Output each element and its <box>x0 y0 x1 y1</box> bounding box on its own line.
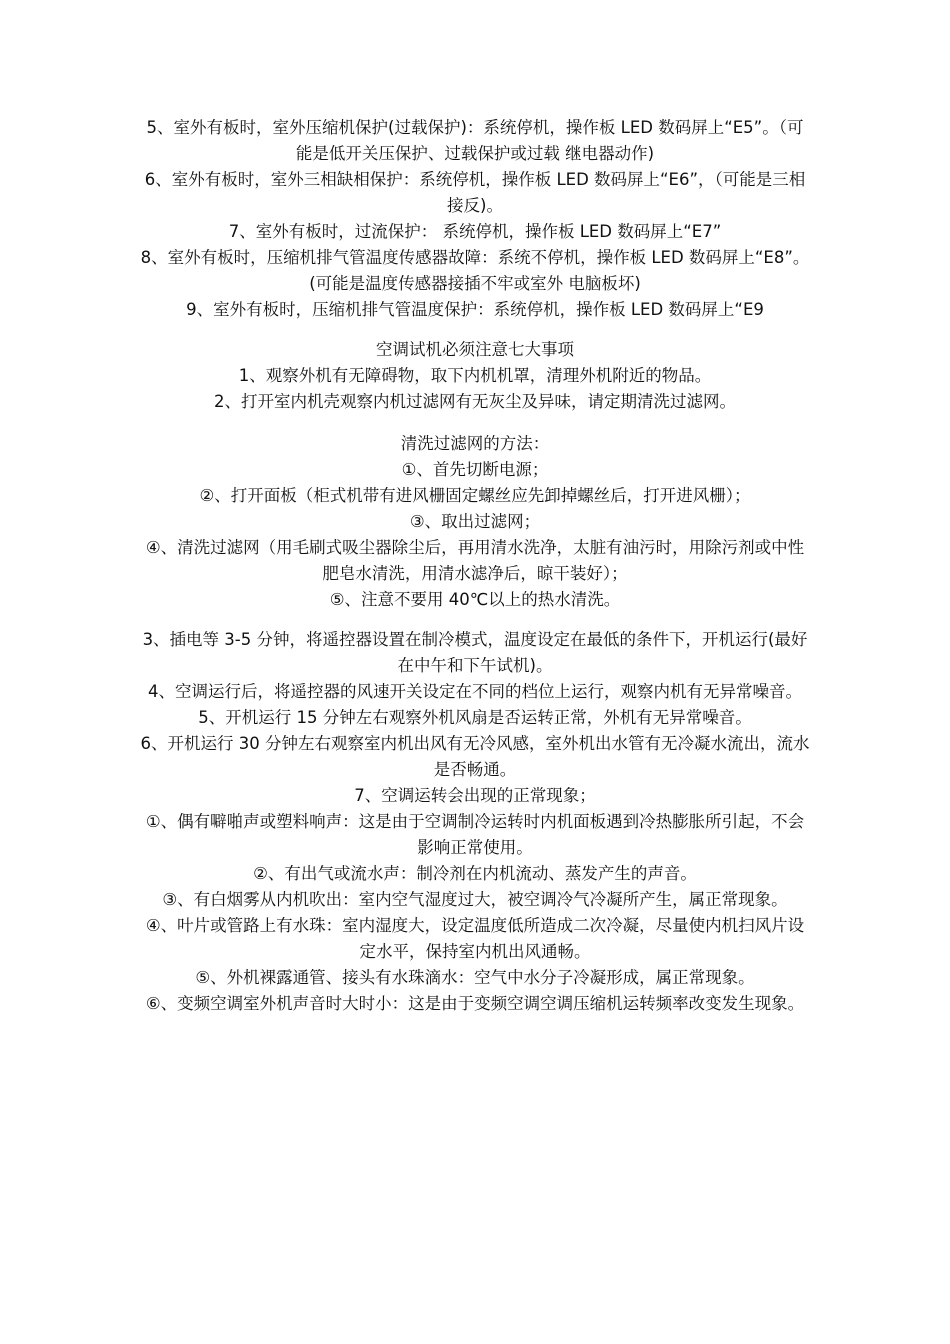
normal-phenomenon-3: ③、有白烟雾从内机吹出：室内空气湿度过大，被空调冷气冷凝所产生，属正常现象。 <box>162 890 788 909</box>
note-item-2: 2、打开室内机壳观察内机过滤网有无灰尘及异味，请定期清洗过滤网。 <box>214 392 736 411</box>
error-e5-paragraph: 5、室外有板时，室外压缩机保护(过载保护)：系统停机，操作板 LED 数码屏上“E5”。（可能是低开关压保护、过载保护或过载 继电器动作) <box>146 118 804 163</box>
normal-phenomenon-6: ⑥、变频空调室外机声音时大时小：这是由于变频空调空调压缩机运转频率改变发生现象。 <box>145 994 805 1013</box>
filter-step-1: ①、首先切断电源； <box>401 460 549 479</box>
note-item-6: 6、开机运行 30 分钟左右观察室内机出风有无冷风感，室外机出水管有无冷凝水流出，流水是否畅通。 <box>140 734 810 779</box>
error-e7-paragraph: 7、室外有板时，过流保护： 系统停机，操作板 LED 数码屏上“E7” <box>228 222 722 241</box>
error-e8-paragraph: 8、室外有板时，压缩机排气管温度传感器故障：系统不停机，操作板 LED 数码屏上“E8”。 <box>140 248 810 267</box>
filter-step-3: ③、取出过滤网； <box>409 512 541 531</box>
error-e8-note: (可能是温度传感器接插不牢或室外 电脑板坏) <box>309 274 641 293</box>
normal-phenomenon-2: ②、有出气或流水声：制冷剂在内机流动、蒸发产生的声音。 <box>253 864 697 883</box>
filter-method-heading: 清洗过滤网的方法： <box>400 434 550 453</box>
document-page <box>140 115 810 1017</box>
notes-heading: 空调试机必须注意七大事项 <box>376 340 574 359</box>
normal-phenomenon-1: ①、偶有噼啪声或塑料响声：这是由于空调制冷运转时内机面板遇到冷热膨胀所引起，不会影响正常使用。 <box>145 812 805 857</box>
error-e6-paragraph: 6、室外有板时，室外三相缺相保护：系统停机，操作板 LED 数码屏上“E6”，（可能是三相接反)。 <box>144 170 806 215</box>
note-item-5: 5、开机运行 15 分钟左右观察外机风扇是否运转正常，外机有无异常噪音。 <box>198 708 752 727</box>
filter-step-2: ②、打开面板（柜式机带有进风栅固定螺丝应先卸掉螺丝后，打开进风栅）； <box>199 486 751 505</box>
note-item-7: 7、空调运转会出现的正常现象； <box>354 786 596 805</box>
note-item-1: 1、观察外机有无障碍物，取下内机机罩，清理外机附近的物品。 <box>238 366 712 385</box>
note-item-3: 3、插电等 3-5 分钟，将遥控器设置在制冷模式，温度设定在最低的条件下，开机运行(最好在中午和下午试机)。 <box>142 630 808 675</box>
note-item-4: 4、空调运行后，将遥控器的风速开关设定在不同的档位上运行，观察内机有无异常噪音。 <box>148 682 802 701</box>
error-e9-paragraph: 9、室外有板时，压缩机排气管温度保护：系统停机，操作板 LED 数码屏上“E9 <box>186 300 764 319</box>
filter-step-5: ⑤、注意不要用 40℃以上的热水清洗。 <box>329 590 621 609</box>
filter-step-4: ④、清洗过滤网（用毛刷式吸尘器除尘后，再用清水洗净，太脏有油污时，用除污剂或中性肥皂水清洗，用清水滤净后，晾干装好）； <box>145 538 805 583</box>
normal-phenomenon-5: ⑤、外机裸露通管、接头有水珠滴水：空气中水分子冷凝形成，属正常现象。 <box>195 968 755 987</box>
normal-phenomenon-4: ④、叶片或管路上有水珠：室内湿度大，设定温度低所造成二次冷凝，尽量使内机扫风片设定水平，保持室内机出风通畅。 <box>145 916 805 961</box>
